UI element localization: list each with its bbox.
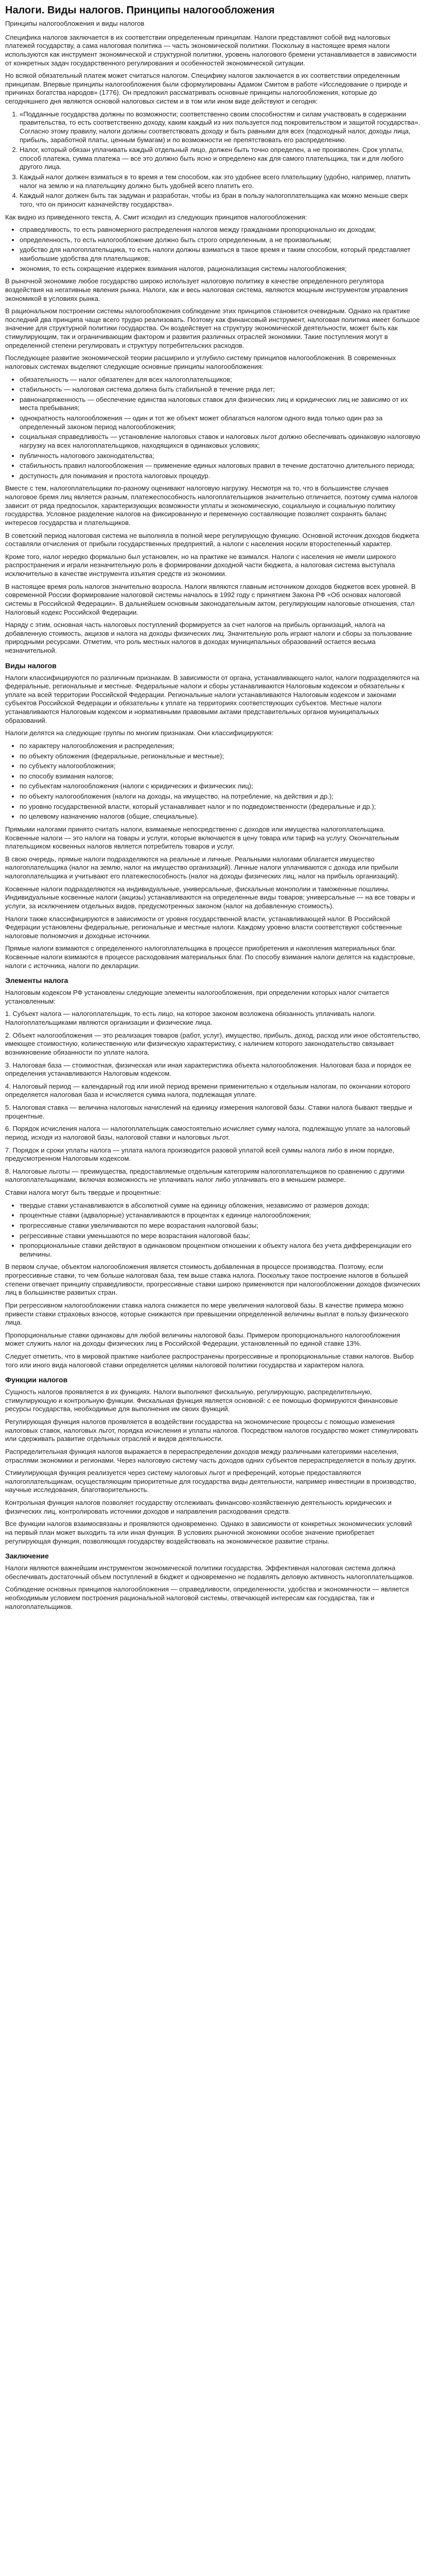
list-item: • регрессивные ставки уменьшаются по мере возрастания налоговой базы; [20,1232,421,1241]
body-paragraph: В рыночной экономике любое государство широко использует налоговую политику в качестве определенного регулятора воздействия на негативные явления рынка. Налоги, как и весь налоговая система, являются мощным инструментом управления экономикой в условиях рынка. [5,277,408,302]
body-paragraph: Налоговым кодексом РФ установлены следующие элементы налогообложения, при определении которых налог считается установленным: [5,989,389,1005]
body-paragraph: Регулирующая функция налогов проявляется в воздействии государства на экономические процессы с помощью изменения налоговых ставок, налоговых льгот, порядка исчисления и уплаты налогов. Посредством налогов государство может стимулировать или сдерживать развитие отдельных отраслей и видов деятельности. [5,1418,418,1443]
list-item: • прогрессивные ставки увеличиваются по мере возрастания налоговой базы; [20,1222,421,1230]
list-item: 2. Налог, который обязан уплачивать каждый отдельный лицо, должен быть точно определен, а не произволен. Срок уплаты, способ платежа, сумма платежа — все это должно быть ясно и определено как для самого плательщика, так и для любого другого лица. [20,146,421,172]
body-paragraph: Налоги классифицируются по различным признакам. В зависимости от органа, устанавливающего налог, налоги подразделяются на федеральные, региональные и местные. Федеральные налоги и сборы устанавливаются Налоговым кодексом и обязательны к уплате на всей территории Российской Федерации. Региональные налоги устанавливаются Налоговым кодексом и законами субъектов Российской Федерации и обязательны к уплате на территориях соответствующих субъектов. Местные налоги устанавливаются Налоговым кодексом и нормативными правовыми актами представительных органов муниципальных образований. [5,673,420,724]
smith-principles-list [5,110,421,209]
list-item: 4. Каждый налог должен быть так задуман и разработан, чтобы из бран в пользу налогоплательщика как можно меньше сверх того, что он приносит казначейству государства». [20,192,421,209]
body-paragraph: 6. Порядок исчисления налога — налогоплательщик самостоятельно исчисляет сумму налога, подлежащую уплате за налоговый период, исходя из налоговой базы, налоговой ставки и налоговых льгот. [5,1125,410,1141]
body-paragraph: Как видно из приведенного текста, А. Смит исходил из следующих принципов налогообложения: [5,213,307,221]
list-item: • по уровню государственной власти, который устанавливает налог и по подведомственности (федеральные и др.); [20,803,421,811]
list-item: • публичность налогового законодательства; [20,452,421,461]
body-paragraph: В свою очередь, прямые налоги подразделяются на реальные и личные. Реальными налогами облагается имущество налогоплательщика (налог на землю, налог на имущество организаций). Личные налоги уплачиваются с дохода или прибыли налогоплательщика и учитывают его платежеспособность (налог на доходы физических лиц, налог на прибыль организаций). [5,855,399,880]
body-paragraph: В первом случае, объектом налогообложения является стоимость добавленная в процессе производства. Поэтому, если прогрессивные ставки, то чем больше налоговая база, тем выше ставка налога. Поскольку такое построение налогов в большей степени отвечает принципу справедливости, прогрессивные ставки широко применяются при налогообложении доходов физических лиц в большинстве развитых стран. [5,1263,421,1297]
list-item: • обязательность — налог обязателен для всех налогоплательщиков; [20,376,421,384]
modern-principles-list [5,376,421,481]
body-paragraph: Пропорциональные ставки одинаковы для любой величины налоговой базы. Примером пропорционального налогообложения может служить налог на доходы физических лиц в Российской Федерации, установленный по единой ставке 13%. [5,1331,400,1348]
list-item: • пропорциональные ставки действуют в одинаковом процентном отношении к объекту налога без учета дифференциации его величины. [20,1242,421,1259]
list-item: • доступность для понимания и простота налоговых процедур. [20,472,421,481]
body-paragraph: Следует отметить, что в мировой практике наиболее распространены прогрессивные и пропорциональные ставки налогов. Выбор того или иного вида налоговой ставки определяется целями налоговой политики государства и характером налога. [5,1352,414,1369]
list-item: • социальная справедливость — установление налоговых ставок и налоговых льгот должно обеспечивать одинаковую налоговую нагрузку на всех налогоплательщиков, находящихся в одинаковых условиях; [20,433,421,450]
list-item: • определенность, то есть налогообложение должно быть строго определенным, а не произвольным; [20,236,421,245]
body-paragraph: В рациональном построении системы налогообложения соблюдение этих принципов становится очевидным. Однако на практике последний два принципа чаще всего трудно реализовать. Поэтому как финансовый инструмент, налоговая политика имеет большое значение для структурной политики государства. Он воздействует на структуру экономической деятельности, может быть как стимулирующим, так и ограничивающим фактором и развития различных отраслей экономики. Такие поступления могут в определенной степени регулировать и структуру потребительских расходов. [5,307,420,349]
list-item: • стабильность — налоговая система должна быть стабильной в течение ряда лет; [20,385,421,394]
body-paragraph: Контрольная функция налогов позволяет государству отслеживать финансово-хозяйственную деятельность юридических и физических лиц, контролировать источники доходов и направления расходования средств. [5,1499,392,1515]
body-paragraph: 7. Порядок и сроки уплаты налога — уплата налога производится разовой уплатой всей суммы налога либо в ином порядке, предусмотренном Налоговым кодексом. [5,1146,394,1163]
body-paragraph: Прямыми налогами принято считать налоги, взимаемые непосредственно с доходов или имущества налогоплательщика. Косвенные налоги — это налоги на товары и услуги, которые включаются в цену товара или тариф на услугу. Окончательным плательщиком косвенных налогов является потребитель товаров и услуг. [5,825,399,851]
list-item: • по субъекту налогообложения; [20,762,421,771]
list-item: • равнонапряженность — обеспечение единства налоговых ставок для физических лиц и юридических лиц не зависимо от их места пребывания; [20,396,421,413]
list-item: • процентные ставки (адвалорные) устанавливаются в процентах к единице налогообложения; [20,1211,421,1220]
list-item: • справедливость, то есть равномерного распределения налогов между гражданами пропорционально их доходам; [20,226,421,234]
body-paragraph: Косвенные налоги подразделяются на индивидуальные, универсальные, фискальные монополии и таможенные пошлины. Индивидуальные косвенные налоги (акцизы) устанавливаются на определенные виды товаров; универсальные — на все товары и услуги, за исключением отдельных видов, предусмотренных законом (налог на добавленную стоимость). [5,885,415,910]
list-item: • по характеру налогообложения и распределения; [20,742,421,751]
list-item: 1. «Подданные государства должны по возможности; соответственно своим способностям и силам участвовать в содержании правительства, то есть соответственно доходу, каким каждый из них пользуется под покровительством и защитой государства». Согласно этому правилу, налоги должны соответствовать доходу и быть равными для всех (подоходный налог, доходы лица, прибыль, заработной платы, ценным бумагам) и по возможности не препятствовать его распределению. [20,110,421,145]
intro-paragraph: Специфика налогов заключается в их соответствии определенным принципам. Налоги представляют собой вид налоговых платежей государству, а сама налоговая политика — часть экономической политики. Поскольку в настоящее время налоги используются как инструмент экономической и структурной политики, уровень налогового бремени устанавливается в зависимости от конкретных задач государственного регулирования и особенностей экономической ситуации. [5,33,417,67]
list-item: • по объекту обложения (федеральные, региональные и местные); [20,752,421,761]
list-item: • по целевому назначению налогов (общие, специальные). [20,812,421,821]
body-paragraph: 8. Налоговые льготы — преимущества, предоставляемые отдельным категориям налогоплательщиков по сравнению с другими налогоплательщиками, включая возможность не уплачивать налог либо уплачивать его в меньшем размере. [5,1167,405,1184]
list-item: • стабильность правил налогообложения — применение единых налоговых правил в течение достаточно длительного периода; [20,462,421,470]
list-item: • по объекту налогообложения (налоги на доходы, на имущество, на потребление, на действия и др.); [20,792,421,801]
body-paragraph: В настоящее время роль налогов значительно возросла. Налоги являются главным источником доходов бюджетов всех уровней. В современной России формирование налоговой системы началось в 1992 году с принятием Закона РФ «Об основах налоговой системы в Российской Федерации». В дальнейшем основным законодательным актом, регулирующим налоговые отношения, стал Налоговый кодекс Российской Федерации. [5,582,416,616]
body-paragraph: Налоги делятся на следующие группы по многим признакам. Они классифицируются: [5,729,274,737]
section-heading: Функции налогов [5,1376,68,1384]
basic-principles-list [5,226,421,273]
body-paragraph: 5. Налоговая ставка — величина налоговых начислений на единицу измерения налоговой базы. Ставки налога бывают твердые и процентные. [5,1104,412,1120]
body-paragraph: Стимулирующая функция реализуется через систему налоговых льгот и преференций, которые предоставляются налогоплательщикам, осуществляющим приоритетные для государства виды деятельности, например инвестиции в производство, научные исследования, благотворительность. [5,1469,416,1494]
body-paragraph: Ставки налога могут быть твердые и процентные: [5,1189,161,1197]
section-heading: Заключение [5,1552,49,1561]
body-paragraph: Соблюдение основных принципов налогообложения — справедливости, определенности, удобства и экономичности — является необходимым условием построения рациональной налоговой системы, отвечающей интересам как государства, так и налогоплательщиков. [5,1585,409,1611]
list-item: 3. Каждый налог должен взиматься в то время и тем способом, как это удобнее всего плательщику (удобно, например, платить налог на землю и на плательщику должно быть удобней всего платить его. [20,173,421,190]
page-title: Налоги. Виды налогов. Принципы налогообложения [5,5,275,16]
list-item: • по способу взимания налогов; [20,772,421,781]
page-subtitle: Принципы налогообложения и виды налогов [5,20,145,27]
body-paragraph: Вместе с тем, налогоплательщики по-разному оценивают налоговую нагрузку. Несмотря на то, что в большинстве случаев налоговое бремя лиц является разным, платежеспособность налогоплательщиков значительно отличается, поэтому сумма налогов зависит от ряда предпосылок, характеризующих возможности уплаты и экономическую, социальную и социальную политику государства. Условное разделение налогов на фиксированную и переменную составляющие позволяет сохранять баланс интересов государства и плательщиков. [5,484,418,527]
list-item: • однократность налогообложения — один и тот же объект может облагаться налогом одного вида только один раз за определенный законом период налогообложения; [20,414,421,431]
body-paragraph: Налоги являются важнейшим инструментом экономической политики государства. Эффективная налоговая система должна обеспечивать достаточный объем поступлений в бюджет и одновременно не подавлять деловую активность налогоплательщиков. [5,1564,414,1581]
classification-list [5,742,421,821]
body-paragraph: Все функции налогов взаимосвязаны и проявляются одновременно. Однако в зависимости от конкретных экономических условий на первый план может выходить та или иная функция. В условиях рыночной экономики особое значение приобретает регулирующая функция, позволяющая государству воздействовать на экономическое развитие страны. [5,1520,412,1545]
rates-list [5,1201,421,1259]
body-paragraph: Налоги также классифицируются в зависимости от уровня государственной власти, устанавливающей налог. В Российской Федерации установлены федеральные, региональные и местные налоги. Каждому уровню власти соответствуют собственные налоговые полномочия и доходные источники. [5,914,402,940]
section-heading: Элементы налога [5,976,68,985]
body-paragraph: При регрессивном налогообложении ставка налога снижается по мере увеличения налоговой базы. В качестве примера можно привести ставки страховых взносов, которые снижаются при превышении определенной величины выплат в пользу физического лица. [5,1301,409,1327]
body-paragraph: 3. Налоговая база — стоимостная, физическая или иная характеристика объекта налогообложения. Налоговая база и порядок ее определения устанавливаются Налоговым кодексом. [5,1061,412,1078]
body-paragraph: Распределительная функция налогов выражается в перераспределении доходов между различными категориями населения, отраслями экономики и регионами. Через налоговую систему часть доходов одних субъектов перераспределяется в пользу других. [5,1447,417,1464]
list-item: • по субъектам налогообложения (налоги с юридических и физических лиц); [20,782,421,791]
body-paragraph: В советский период налоговая система не выполняла в полной мере регулирующую функцию. Основной источник доходов бюджета составляли отчисления от прибыли государственных предприятий, а налоги с населения носили второстепенный характер. [5,531,420,548]
list-item: • экономия, то есть сокращение издержек взимания налогов, рационализация системы налогообложения; [20,265,421,274]
section-heading: Виды налогов [5,661,57,670]
intro-paragraph: Но всякой обязательный платеж может считаться налогом. Специфику налогов заключается в их соответствии определенным принципам. Впервые принципы налогообложения были сформулированы Адамом Смитом в работе «Исследование о природе и причинах богатства народов» (1776). Он предложил рассматривать основные принципы налогообложения, которые до сегодняшнего дня являются основой налоговых систем и в том или ином виде действуют и сегодня: [5,72,407,105]
body-paragraph: 1. Субъект налога — налогоплательщик, то есть лицо, на которое законом возложена обязанность уплачивать налоги. Налогоплательщиками являются организации и физические лица. [5,1010,376,1027]
body-paragraph: Прямые налоги взимаются с определенного налогоплательщика в процессе приобретения и накопления материальных благ. Косвенные налоги взимаются в процессе расходования материальных благ. По способу взимания налоги делятся на кадастровые, налоги с источника, налоги по декларации. [5,944,415,970]
body-paragraph: Сущность налогов проявляется в их функциях. Налоги выполняют фискальную, регулирующую, распределительную, стимулирующую и контрольную функции. Фискальная функция является основной: с ее помощью формируются финансовые ресурсы государства, необходимые для выполнения им своих функций. [5,1388,398,1413]
body-paragraph: Последующее развитие экономической теории расширило и углубило систему принципов налогообложения. В современных налоговых системах выделяют следующие основные принципы налогообложения: [5,354,396,370]
list-item: • удобство для налогоплательщика, то есть налоги должны взиматься в такое время и таким способом, который представляет наибольшие удобства для плательщиков; [20,246,421,263]
list-item: • твердые ставки устанавливаются в абсолютной сумме на единицу обложения, независимо от размеров дохода; [20,1201,421,1210]
body-paragraph: Кроме того, налог нередко формально был установлен, но на практике не взимался. Налоги с населения не имели широкого распространения и играли незначительную роль в формировании доходной части бюджета, а налоговая система выступала исключительно в качестве инструмента изъятия средств из экономики. [5,552,396,578]
body-paragraph: 2. Объект налогообложения — это реализация товаров (работ, услуг), имущество, прибыль, доход, расход или иное обстоятельство, имеющее стоимостную, количественную или физическую характеристику, с наличием которого законодательство связывает возникновение обязанности по уплате налога. [5,1031,421,1056]
body-paragraph: Наряду с этим, основная часть налоговых поступлений формируется за счет налогов на прибыль организаций, налога на добавленную стоимость, акцизов и налога на доходы физических лиц. Значительную роль играют налоги и сборы за пользование природными ресурсами. Отметим, что роль местных налогов в доходах муниципальных образований остается весьма незначительной. [5,621,412,654]
body-paragraph: 4. Налоговый период — календарный год или иной период времени применительно к отдельным налогам, по окончании которого определяется налоговая база и исчисляется сумма налога, подлежащая уплате. [5,1082,410,1099]
